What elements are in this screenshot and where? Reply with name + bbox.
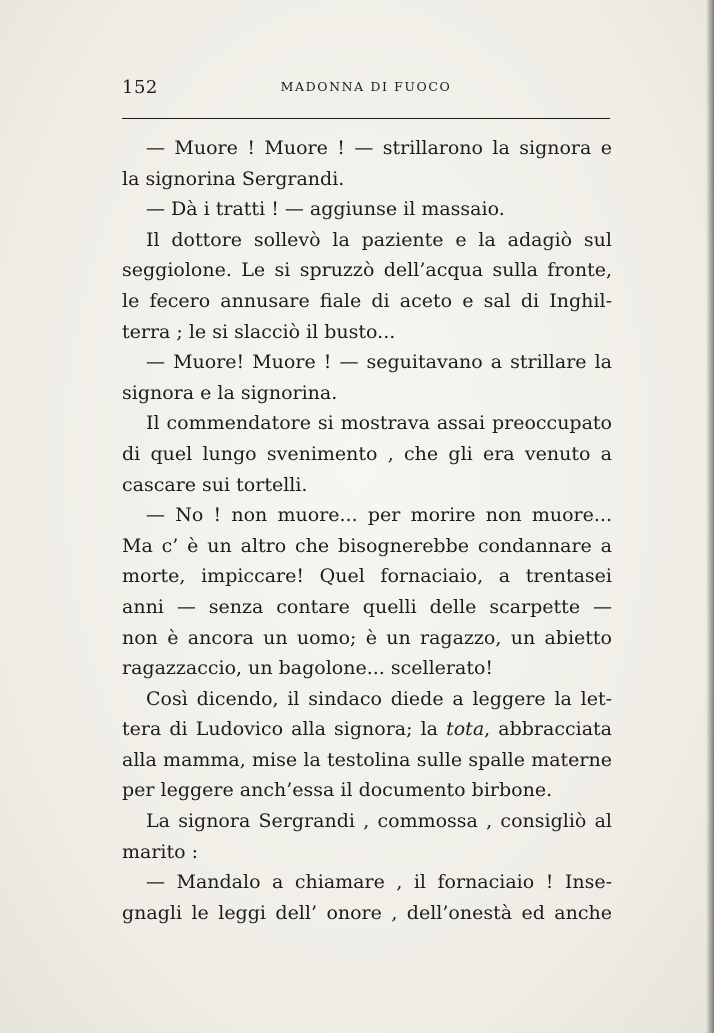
running-title: MADONNA DI FUOCO <box>280 79 452 94</box>
text-line: Il dottore sollevò la paziente e la adagiò sul <box>146 228 612 251</box>
text-line: — Dà i tratti ! — aggiunse il massaio. <box>146 198 505 221</box>
text-line: morte, impiccare! Quel fornaciaio, a trentasei <box>122 565 612 588</box>
text-line: — Muore ! Muore ! — strillarono la signora e <box>146 137 612 159</box>
text-line: — Muore! Muore ! — seguitavano a strillare la <box>146 351 612 374</box>
text-segment: tera di Ludovico alla signora; la <box>122 718 447 741</box>
text-line: Il commendatore si mostrava assai preoccupato <box>146 412 612 435</box>
text-line: seggiolone. Le si spruzzò dell’acqua sulla fronte, <box>122 259 612 282</box>
text-line: di quel lungo svenimento , che gli era venuto a <box>122 442 612 465</box>
text-line: alla mamma, mise la testolina sulle spalle materne <box>122 748 612 771</box>
body-text <box>122 133 612 928</box>
text-line: la signorina Sergrandi. <box>122 167 345 190</box>
text-line: — No ! non muore... per morire non muore... <box>146 504 612 527</box>
text-line: La signora Sergrandi , commossa , consigliò al <box>146 810 612 833</box>
text-line: marito : <box>122 840 199 863</box>
italic-word: tota <box>446 718 485 741</box>
text-line: le fecero annusare fiale di aceto e sal di Inghil- <box>122 289 612 312</box>
page-header <box>122 77 610 101</box>
text-line: gnagli le leggi dell’ onore , dell’onestà ed anche <box>122 901 612 924</box>
text-segment: , abbracciata <box>484 718 612 741</box>
text-line: anni — senza contare quelli delle scarpette — <box>122 595 612 618</box>
text-line: ragazzaccio, un bagolone... scellerato! <box>122 657 494 680</box>
text-line: cascare sui tortelli. <box>122 473 308 496</box>
page-edge-shadow <box>706 0 714 1033</box>
text-line: terra ; le si slacciò il busto... <box>122 320 396 343</box>
text-line: Ma c’ è un altro che bisognerebbe condannare a <box>122 534 612 557</box>
text-line: signora e la signorina. <box>122 381 338 404</box>
text-line: Così dicendo, il sindaco diede a leggere la let- <box>146 687 612 710</box>
text-line <box>122 714 612 745</box>
page-number: 152 <box>122 77 158 98</box>
text-line: — Mandalo a chiamare , il fornaciaio ! Inse- <box>146 871 612 894</box>
header-rule <box>122 118 610 119</box>
text-line: per leggere anch’essa il documento birbone. <box>122 779 553 802</box>
text-line: non è ancora un uomo; è un ragazzo, un abietto <box>122 626 612 649</box>
